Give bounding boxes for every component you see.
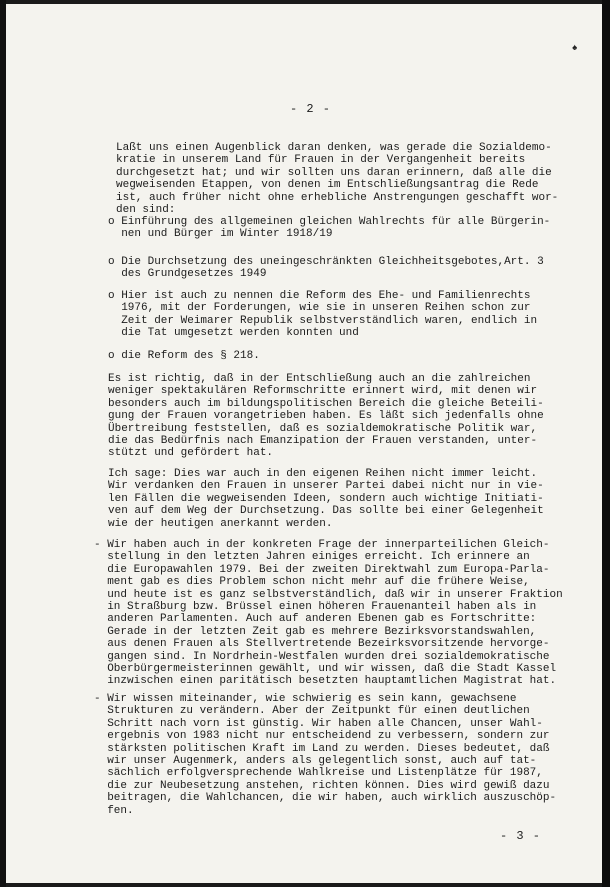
dash-item-structures: - Wir wissen miteinander, wie schwierig es sein kann, gewachsene Strukturen zu verändern. Aber der Zeitpunkt für einen deutlichen Schritt nach vorn ist günstig. Wir haben alle Chancen, unser Wahl- ergebnis von 1983 nicht nur entscheidend zu verbessern, sondern zur stärksten politischen Kraft im Land zu werden. Dieses bedeutet, daß wir unser Augenmerk, anders als gelegentlich sonst, auch auf tat- sächlich erfolgversprechende Wahlkreise und Listenplätze für 1987, die zur Neubesetzung anstehen, richten können. Dies wird gewiß dazu beitragen, die Wahlchancen, die wir haben, auch wirklich auszuschöp- fen. [94, 693, 557, 817]
scan-border-right [602, 0, 610, 887]
paragraph-intro: Laßt uns einen Augenblick daran denken, was gerade die Sozialdemo- kratie in unserem Land für Frauen in der Vergangenheit bereits durchgesetzt hat; und wir sollten uns daran erinnern, daß alle die wegweisenden Etappen, von denen im Entschließungsantrag die Rede ist, auch früher nicht ohne erhebliche Anstrengungen geschafft wor- den sind: [116, 142, 559, 217]
next-page-indicator: - 3 - [500, 829, 542, 843]
paragraph-own-ranks: Ich sage: Dies war auch in den eigenen Reihen nicht immer leicht. Wir verdanken den Frauen in unserer Partei dabei nicht nur in vie- len Fällen die wegweisenden Ideen, sondern auch wichtige Initiati- ven auf dem Weg der Durchsetzung. Das sollte bei einer Gelegenheit wie der heutigen anerkannt werden. [108, 468, 544, 530]
bullet-item-1: o Einführung des allgemeinen gleichen Wahlrechts für alle Bürgerin- nen und Bürger im Winter 1918/19 [108, 216, 551, 241]
bullet-item-3: o Hier ist auch zu nennen die Reform des Ehe- und Familienrechts 1976, mit der Forderungen, wie sie in unseren Reihen schon zur Zeit der Weimarer Republik selbstverständlich waren, endlich in die Tat umgesetzt werden konnten und [108, 290, 538, 340]
paragraph-reforms: Es ist richtig, daß in der Entschließung auch an die zahlreichen weniger spektakulären Reformschritte erinnert wird, mit denen wir besonders auch im bildungspolitischen Bereich die gleiche Beteili- gung der Frauen vorangetrieben haben. Es läßt sich jedenfalls ohne Übertreibung feststellen, daß es sozialdemokratische Politik war, die das Bedürfnis nach Emanzipation der Frauen verstanden, unter- stützt und gefördert hat. [108, 373, 544, 460]
bullet-item-2: o Die Durchsetzung des uneingeschränkten Gleichheitsgebotes,Art. 3 des Grundgesetzes 1949 [108, 256, 544, 281]
page-number: - 2 - [290, 102, 332, 116]
document-page [6, 4, 602, 883]
document-body [6, 4, 602, 883]
dash-item-equality: - Wir haben auch in der konkreten Frage der innerparteilichen Gleich- stellung in den letzten Jahren einiges erreicht. Ich erinnere an die Europawahlen 1979. Bei der zweiten Direktwahl zum Europa-Parla- ment gab es dies Problem schon nicht mehr auf die frühere Weise, und heute ist es ganz selbstverständlich, daß wir in unserer Fraktion in Straßburg bzw. Brüssel einen höheren Frauenanteil haben als in anderen Parlamenten. Auch auf anderen Ebenen gab es Fortschritte: Gerade in der letzten Zeit gab es mehrere Bezirksvorstandswahlen, aus denen Frauen als Stellvertretende Bezeirksvorsitzende hervorge- gangen sind. In Nordrhein-Westfalen wurden drei sozialdemokratische Oberbürgermeisterinnen gewählt, und wir wissen, daß die Stadt Kassel inzwischen einen paritätisch besetzten hauptamtlichen Magistrat hat. [94, 539, 563, 688]
bullet-item-4: o die Reform des § 218. [108, 350, 260, 362]
corner-mark: ♠ [572, 43, 578, 53]
